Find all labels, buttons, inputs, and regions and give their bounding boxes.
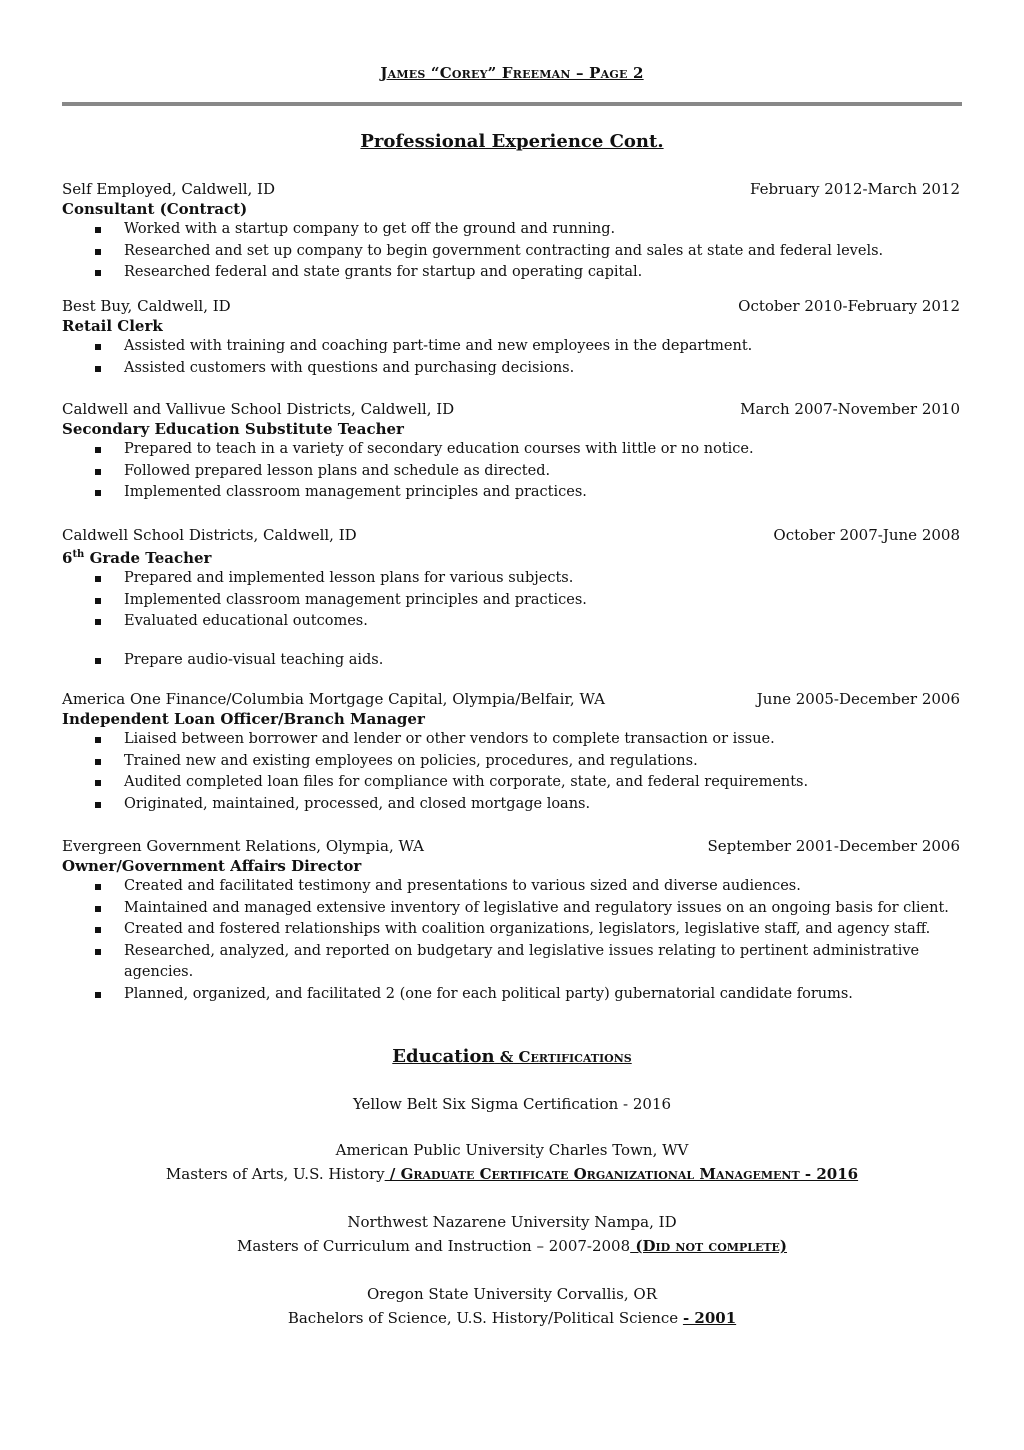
job-bullets — [62, 219, 960, 284]
list-item: Followed prepared lesson plans and schedule as directed. — [62, 461, 960, 483]
bullet-square-icon — [95, 490, 101, 496]
degree-text: Bachelors of Science, U.S. History/Political Science — [287, 1309, 683, 1327]
list-item: Trained new and existing employees on policies, procedures, and regulations. — [62, 751, 960, 773]
bullet-square-icon — [95, 619, 101, 625]
list-item: Evaluated educational outcomes. — [62, 611, 960, 633]
bullet-square-icon — [95, 469, 101, 475]
degree-text: Masters of Curriculum and Instruction – 2007-2008 — [236, 1237, 631, 1255]
job-employer: Caldwell and Vallivue School Districts, Caldwell, ID — [62, 400, 455, 418]
job-title: Owner/Government Affairs Director — [62, 857, 362, 875]
degree-text: Masters of Arts, U.S. History — [165, 1165, 385, 1183]
job-employer: Best Buy, Caldwell, ID — [62, 297, 231, 315]
job-entry — [62, 525, 960, 671]
experience-section-title: Professional Experience Cont. — [360, 131, 664, 152]
job-title-number: 6 — [62, 549, 73, 567]
job-bullets — [62, 729, 960, 815]
job-dates: March 2007-November 2010 — [740, 400, 960, 418]
page-header-title: James “Corey” Freeman – Page 2 — [380, 64, 644, 82]
job-bullets — [62, 439, 960, 504]
bullet-square-icon — [95, 270, 101, 276]
list-item: Prepared and implemented lesson plans for various subjects. — [62, 568, 960, 590]
list-item: Prepare audio-visual teaching aids. — [62, 650, 960, 672]
job-dates: June 2005-December 2006 — [756, 690, 960, 708]
job-title: Secondary Education Substitute Teacher — [62, 420, 404, 438]
bullet-square-icon — [95, 227, 101, 233]
job-entry — [62, 689, 960, 815]
degree-line — [0, 1162, 1024, 1186]
job-title — [62, 545, 960, 568]
degree-emphasis: (Did not complete) — [630, 1237, 788, 1255]
job-employer: Evergreen Government Relations, Olympia, WA — [62, 837, 425, 855]
school-name: Northwest Nazarene University Nampa, ID — [347, 1213, 677, 1231]
bullet-square-icon — [95, 992, 101, 998]
bullet-square-icon — [95, 927, 101, 933]
list-item: Originated, maintained, processed, and closed mortgage loans. — [62, 794, 960, 816]
list-item: Planned, organized, and facilitated 2 (one for each political party) gubernatorial candidate forums. — [62, 984, 960, 1006]
job-dates: October 2007-June 2008 — [773, 526, 960, 544]
job-dates: February 2012-March 2012 — [750, 180, 960, 198]
bullet-square-icon — [95, 759, 101, 765]
job-dates: October 2010-February 2012 — [738, 297, 960, 315]
job-entry — [62, 399, 960, 504]
list-item: Researched, analyzed, and reported on budgetary and legislative issues relating to pertinent administrative agencies. — [62, 941, 960, 984]
list-item: Implemented classroom management principles and practices. — [62, 482, 960, 504]
degree-line — [0, 1234, 1024, 1258]
bullet-square-icon — [95, 802, 101, 808]
bullet-square-icon — [95, 447, 101, 453]
job-entry — [62, 179, 960, 284]
bullet-square-icon — [95, 249, 101, 255]
list-item: Prepared to teach in a variety of secondary education courses with little or no notice. — [62, 439, 960, 461]
list-item: Assisted customers with questions and purchasing decisions. — [62, 358, 960, 380]
bullet-square-icon — [95, 780, 101, 786]
job-bullets — [62, 336, 960, 379]
job-employer: Caldwell School Districts, Caldwell, ID — [62, 526, 357, 544]
list-item: Liaised between borrower and lender or other vendors to complete transaction or issue. — [62, 729, 960, 751]
bullet-square-icon — [95, 884, 101, 890]
list-item: Worked with a startup company to get off the ground and running. — [62, 219, 960, 241]
education-section-title — [0, 1046, 1024, 1067]
job-entry — [62, 296, 960, 379]
bullet-square-icon — [95, 576, 101, 582]
job-title: Independent Loan Officer/Branch Manager — [62, 710, 425, 728]
list-item: Created and facilitated testimony and presentations to various sized and diverse audiences. — [62, 876, 960, 898]
degree-emphasis: - 2001 — [682, 1309, 737, 1327]
list-item: Assisted with training and coaching part-time and new employees in the department. — [62, 336, 960, 358]
bullet-square-icon — [95, 906, 101, 912]
degree-emphasis: / Graduate Certificate Organizational Management - 2016 — [384, 1165, 859, 1183]
degree-line — [0, 1306, 1024, 1330]
header-divider — [62, 102, 962, 106]
school-name: American Public University Charles Town, WV — [335, 1141, 689, 1159]
list-item: Researched federal and state grants for startup and operating capital. — [62, 262, 960, 284]
list-item: Created and fostered relationships with coalition organizations, legislators, legislative staff, and agency staff. — [62, 919, 960, 941]
job-entry — [62, 836, 960, 1005]
education-title-main: Education — [392, 1046, 495, 1067]
job-bullets — [62, 568, 960, 671]
bullet-square-icon — [95, 344, 101, 350]
school-name: Oregon State University Corvallis, OR — [366, 1285, 658, 1303]
list-item: Implemented classroom management principles and practices. — [62, 590, 960, 612]
job-title-ordinal: th — [72, 549, 85, 560]
job-dates: September 2001-December 2006 — [707, 837, 960, 855]
job-title: Consultant (Contract) — [62, 200, 248, 218]
education-title-rest: & Certifications — [494, 1048, 632, 1066]
job-bullets — [62, 876, 960, 1005]
list-item: Audited completed loan files for compliance with corporate, state, and federal requirements. — [62, 772, 960, 794]
job-title-text: Grade Teacher — [89, 549, 212, 567]
bullet-square-icon — [95, 598, 101, 604]
job-title: Retail Clerk — [62, 317, 163, 335]
bullet-square-icon — [95, 658, 101, 664]
certification-line: Yellow Belt Six Sigma Certification - 2016 — [352, 1095, 672, 1113]
job-employer: Self Employed, Caldwell, ID — [62, 180, 275, 198]
bullet-square-icon — [95, 949, 101, 955]
list-item: Maintained and managed extensive inventory of legislative and regulatory issues on an ongoing basis for client. — [62, 898, 960, 920]
bullet-square-icon — [95, 737, 101, 743]
job-employer: America One Finance/Columbia Mortgage Capital, Olympia/Belfair, WA — [62, 690, 605, 708]
bullet-square-icon — [95, 366, 101, 372]
list-item: Researched and set up company to begin government contracting and sales at state and federal levels. — [62, 241, 960, 263]
